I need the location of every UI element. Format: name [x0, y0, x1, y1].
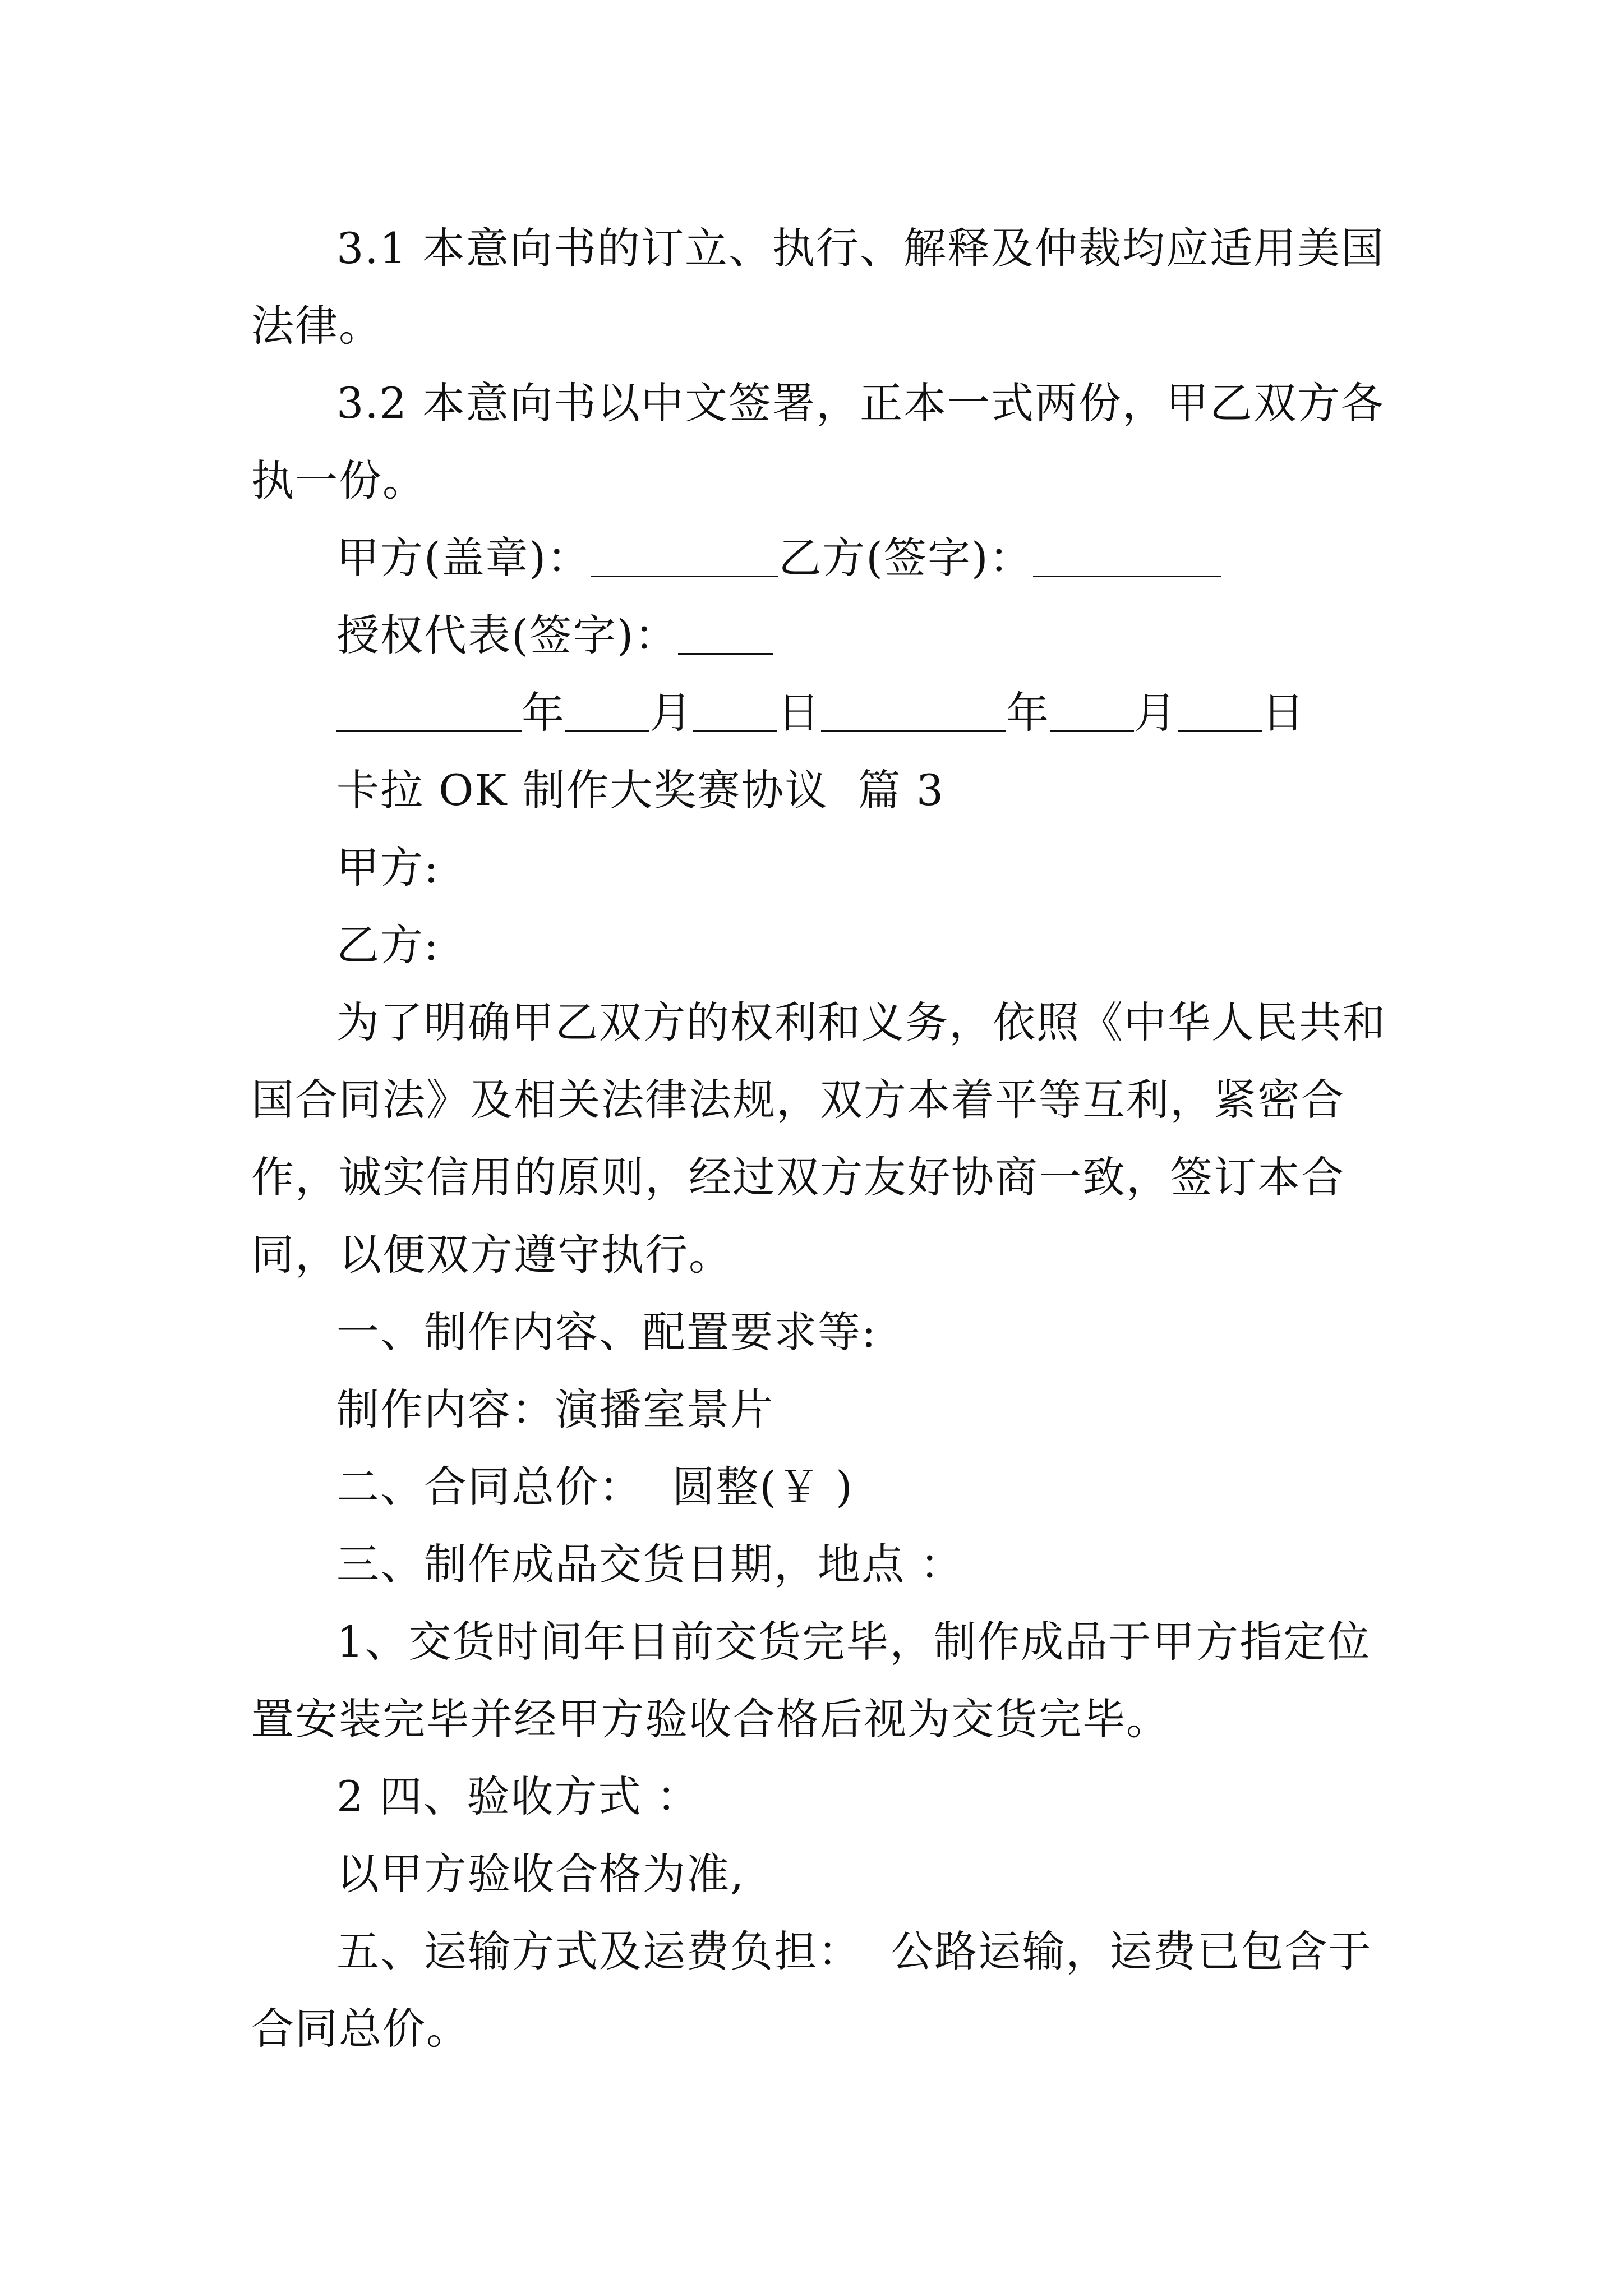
item-4-title: 2 四、验收方式 ：: [336, 1772, 700, 1821]
party-a-seal-label: 甲方(盖章)：: [336, 533, 591, 583]
item-3-delivery: 1、交货时间年日前交货完毕，制作成品于甲方指定位置安装完毕并经甲方验收合格后视为交货完毕。: [251, 1617, 1371, 1744]
date-b-year-blank: [821, 697, 1006, 732]
clause-3-2: 3.2 本意向书以中文签署，正本一式两份，甲乙双方各执一份。: [251, 378, 1385, 505]
section-title: 卡拉 OK 制作大奖赛协议 篇 3: [336, 765, 945, 815]
date-b-day-label: 日: [1262, 688, 1306, 738]
date-a-month-blank: [565, 697, 649, 732]
date-a-day-label: 日: [777, 688, 821, 738]
item-2-total-price: 二、合同总价： 圆整(￥ ): [336, 1462, 854, 1512]
date-b-year-label: 年: [1006, 688, 1050, 738]
date-a-year-blank: [336, 697, 522, 732]
item-1-title: 一、制作内容、配置要求等:: [336, 1307, 877, 1357]
date-a-year-label: 年: [522, 688, 565, 738]
date-a-month-label: 月: [649, 688, 693, 738]
document-body: [251, 210, 1390, 2068]
item-4-content: 以甲方验收合格为准,: [336, 1849, 745, 1899]
signature-line-representative: [251, 597, 1390, 674]
date-b-month-blank: [1050, 697, 1134, 732]
item-5-transport: 五、运输方式及运费负担： 公路运输，运费已包含于合同总价。: [251, 1926, 1372, 2054]
party-a-line: 甲方:: [336, 843, 440, 892]
item-3-title: 三、制作成品交货日期，地点 ：: [336, 1539, 964, 1589]
item-1-content: 制作内容：演播室景片: [336, 1384, 774, 1434]
party-b-signature-blank: [1033, 542, 1221, 577]
date-b-month-label: 月: [1134, 688, 1178, 738]
signature-line-parties: [251, 519, 1390, 597]
clause-3-1: 3.1 本意向书的订立、执行、解释及仲裁均应适用美国法律。: [251, 223, 1385, 351]
date-b-day-blank: [1178, 697, 1262, 732]
preamble-paragraph: 为了明确甲乙双方的权利和义务，依照《中华人民共和国合同法》及相关法律法规，双方本着平等互利，紧密合作，诚实信用的原则，经过双方友好协商一致，签订本合同，以便双方遵守执行。: [251, 997, 1386, 1280]
representative-sign-label: 授权代表(签字)：: [336, 610, 679, 660]
representative-signature-blank: [678, 619, 773, 655]
party-b-sign-label: 乙方(签字)：: [778, 533, 1033, 583]
date-a-day-blank: [693, 697, 777, 732]
party-b-line: 乙方:: [336, 920, 440, 970]
party-a-signature-blank: [591, 542, 778, 577]
date-line: [251, 674, 1390, 752]
